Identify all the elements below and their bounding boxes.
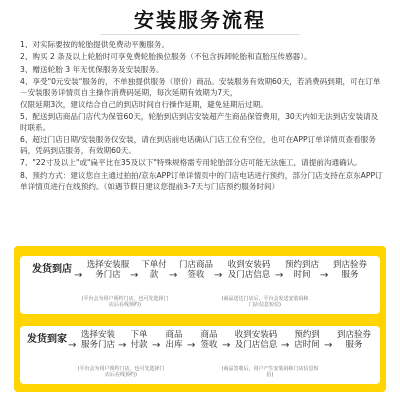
rule-item: 5、配送到店商品门店代为保管60天，轮胎到店到店安装超产生商品保管费用，30天内如无法到店安装请及时联系。 [20,112,379,133]
title-bar [0,0,400,36]
arrow-icon: → [74,270,83,281]
arrow-icon: → [118,340,127,351]
arrow-icon: → [187,340,196,351]
flow-step: 选择安装服务门店 [80,330,115,350]
flow-step: 预约到店时间 [294,330,320,350]
arrow-icon: → [222,340,231,351]
flow-note: (平台会为用户预约门店，也可先选择门店后在线预约) [77,366,165,378]
rule-item: 仅限延期3次，建议结合自己的到店时间自行操作延期，避免延期后过期。 [20,99,268,109]
arrow-icon: → [169,270,178,281]
rule-item: 6、超过门店日期/安装服务仅安装，请在到店前电话确认门店工位有空位，也可在APP订单详情页查看服务码，凭码到店服务，有效期60天。 [20,135,376,156]
arrow-icon: → [152,340,161,351]
page-title: 安装服务流程 [134,7,266,32]
flow-step: 发货到家 [27,334,67,345]
arrow-icon: → [130,270,139,281]
rule-item: 3、赠送轮胎 3 年无忧保服务及安装服务。 [20,64,164,74]
flow-step: 下单付款 [141,260,167,280]
flow-step: 收到安装码及门店信息 [227,260,271,280]
flow-row-store [20,256,380,314]
flow-step: 选择安装服务门店 [86,260,130,280]
rules-list [20,40,384,194]
flow-step: 商品出库 [165,330,183,350]
flow-panel [14,246,386,392]
flow-step: 门店商品签收 [179,260,214,280]
arrow-icon: → [320,270,329,281]
flow-row-home [20,326,380,384]
flow-step: 下单付款 [130,330,148,350]
flow-step: 预约到店时间 [285,260,320,280]
flow-step: 收到安装码及门店信息 [234,330,278,350]
flow-step: 到店验券服务 [332,260,367,280]
flow-step: 到店验券服务 [336,330,371,350]
flow-step: 商品签收 [200,330,218,350]
flow-note: (商品签收后，用户产生安装码和门店信息短信) [221,366,319,378]
arrow-icon: → [275,270,284,281]
rule-item: 1、对实际要按的轮胎提供免费动平衡服务。 [20,40,170,49]
rule-item: 7、"22寸及以上"或"扁平比在35及以下"特殊规格需专用轮胎部分店可能无法施工，请提前沟通确认。 [20,158,362,168]
flow-note: (平台会为用户预约门店，也可先选择门店后在线预约) [81,296,169,308]
arrow-icon: → [281,340,290,351]
rule-item: 8、预约方式：建议您自主通过拍拍/京东APP订单详情页中的门店电话进行预约，部分门店支持在京东APP订单详情页进行在线预约。（如遇节假日建议您提前3-7天与门店预约服务时间） [20,170,383,191]
rule-item: 2、购买 2 条及以上轮胎时可享免费轮胎换位服务（不包含拆卸轮胎和直胎压传感器）。 [20,52,312,62]
arrow-icon: → [324,340,333,351]
arrow-icon: → [214,270,223,281]
rule-item: 4、享受"0元安装"服务的，不单独提供服务（原价）商品。安装服务有效期60天，若消费码到期，可在订单－安装服务详情页自主操作消费码延期，每次延期有效期为7天， [20,76,381,97]
title-divider [100,34,300,35]
flow-step: 发货到店 [32,264,72,275]
arrow-icon: → [68,340,77,351]
flow-note: (商品送达门店后，平台会发送安装码和门店信息短信) [221,296,309,308]
